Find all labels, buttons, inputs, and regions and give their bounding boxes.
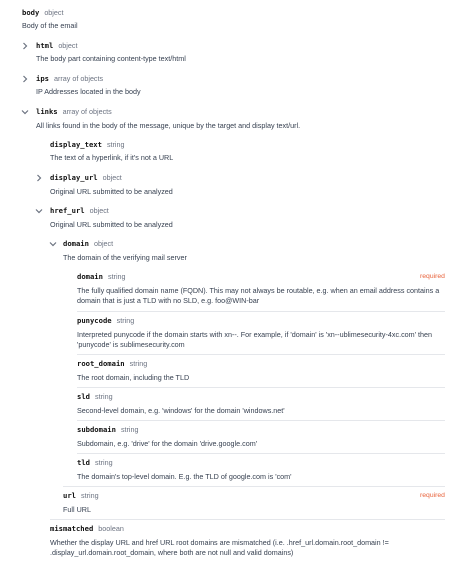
field-description: The root domain, including the TLD [77, 373, 190, 382]
divider [77, 311, 445, 312]
field-name: url [63, 491, 76, 500]
field-links[interactable] [36, 107, 112, 116]
field-description: IP Addresses located in the body [36, 87, 141, 96]
field-name: ips [36, 74, 49, 83]
required-badge: required [420, 492, 445, 499]
field-type: string [94, 458, 113, 467]
field-description: The body part containing content-type text/html [36, 54, 186, 63]
field-name: links [36, 107, 58, 116]
field-type: object [44, 8, 64, 17]
field-type: boolean [98, 524, 124, 533]
field-url[interactable] [63, 491, 99, 500]
field-name: root_domain [77, 359, 125, 368]
field-type: object [93, 239, 114, 248]
field-name: display_url [50, 173, 98, 182]
divider [77, 354, 445, 355]
field-body[interactable] [22, 8, 64, 17]
field-display-text[interactable] [50, 140, 125, 149]
divider [63, 486, 445, 487]
field-type: object [58, 41, 78, 50]
field-description: Original URL submitted to be analyzed [50, 220, 173, 229]
field-type: array of objects [53, 74, 104, 83]
field-description: .display_url.domain.root_domain, where both are not null and valid domains) [50, 548, 294, 557]
field-description: The text of a hyperlink, if it's not a URL [50, 153, 174, 162]
field-display-url[interactable] [50, 173, 122, 182]
field-description: Subdomain, e.g. 'drive' for the domain 'drive.google.com' [77, 439, 258, 448]
field-description: 'punycode' is sublimesecurity.com [77, 340, 185, 349]
chevron-down-icon[interactable] [48, 239, 58, 249]
chevron-down-icon[interactable] [20, 107, 30, 117]
divider [77, 453, 445, 454]
chevron-right-icon[interactable] [20, 74, 30, 84]
field-name: domain [77, 272, 103, 281]
field-description: Full URL [63, 505, 91, 514]
field-description: All links found in the body of the message, unique by the target and display text/url. [36, 121, 301, 130]
divider [77, 420, 445, 421]
chevron-down-icon[interactable] [34, 206, 44, 216]
field-type: string [106, 140, 125, 149]
field-description: The fully qualified domain name (FQDN). This may not always be routable, e.g. when an email address contains a [77, 286, 440, 295]
divider [50, 519, 445, 520]
field-domain[interactable] [77, 272, 126, 281]
field-name: subdomain [77, 425, 116, 434]
field-name: sld [77, 392, 90, 401]
divider [77, 387, 445, 388]
field-tld[interactable] [77, 458, 113, 467]
chevron-right-icon[interactable] [20, 41, 30, 51]
field-type: string [94, 392, 113, 401]
field-type: object [102, 173, 122, 182]
field-name: tld [77, 458, 90, 467]
field-name: body [22, 8, 40, 17]
chevron-right-icon[interactable] [34, 173, 44, 183]
field-mismatched[interactable] [50, 524, 124, 533]
required-badge: required [420, 273, 445, 280]
field-html[interactable] [36, 41, 78, 50]
field-subdomain[interactable] [77, 425, 139, 434]
field-root-domain[interactable] [77, 359, 147, 368]
field-description: Body of the email [22, 21, 78, 30]
field-type: string [80, 491, 99, 500]
field-type: array of objects [62, 107, 112, 116]
field-description: Second-level domain, e.g. 'windows' for the domain 'windows.net' [77, 406, 285, 415]
field-name: punycode [77, 316, 112, 325]
field-punycode[interactable] [77, 316, 134, 325]
field-name: domain [63, 239, 89, 248]
field-description: domain that is just a TLD with no SLD, e.g. foo@WIN-bar [77, 296, 260, 305]
field-href-url[interactable] [50, 206, 109, 215]
field-ips[interactable] [36, 74, 103, 83]
field-description: The domain of the verifying mail server [63, 253, 187, 262]
field-type: string [116, 316, 135, 325]
field-description: Original URL submitted to be analyzed [50, 187, 173, 196]
field-sld[interactable] [77, 392, 113, 401]
field-type: string [120, 425, 139, 434]
field-type: object [89, 206, 109, 215]
field-name: display_text [50, 140, 102, 149]
field-name: html [36, 41, 54, 50]
field-domain-object[interactable] [63, 239, 113, 248]
field-type: string [129, 359, 148, 368]
field-description: Whether the display URL and href URL root domains are mismatched (i.e. .href_url.domain.root_domain != [50, 538, 389, 547]
field-name: href_url [50, 206, 85, 215]
field-description: The domain's top-level domain. E.g. the TLD of google.com is 'com' [77, 472, 292, 481]
field-description: Interpreted punycode if the domain starts with xn--. For example, if 'domain' is 'xn--ublimesecurity-4xc.com' then [77, 330, 433, 339]
field-type: string [107, 272, 126, 281]
field-name: mismatched [50, 524, 94, 533]
